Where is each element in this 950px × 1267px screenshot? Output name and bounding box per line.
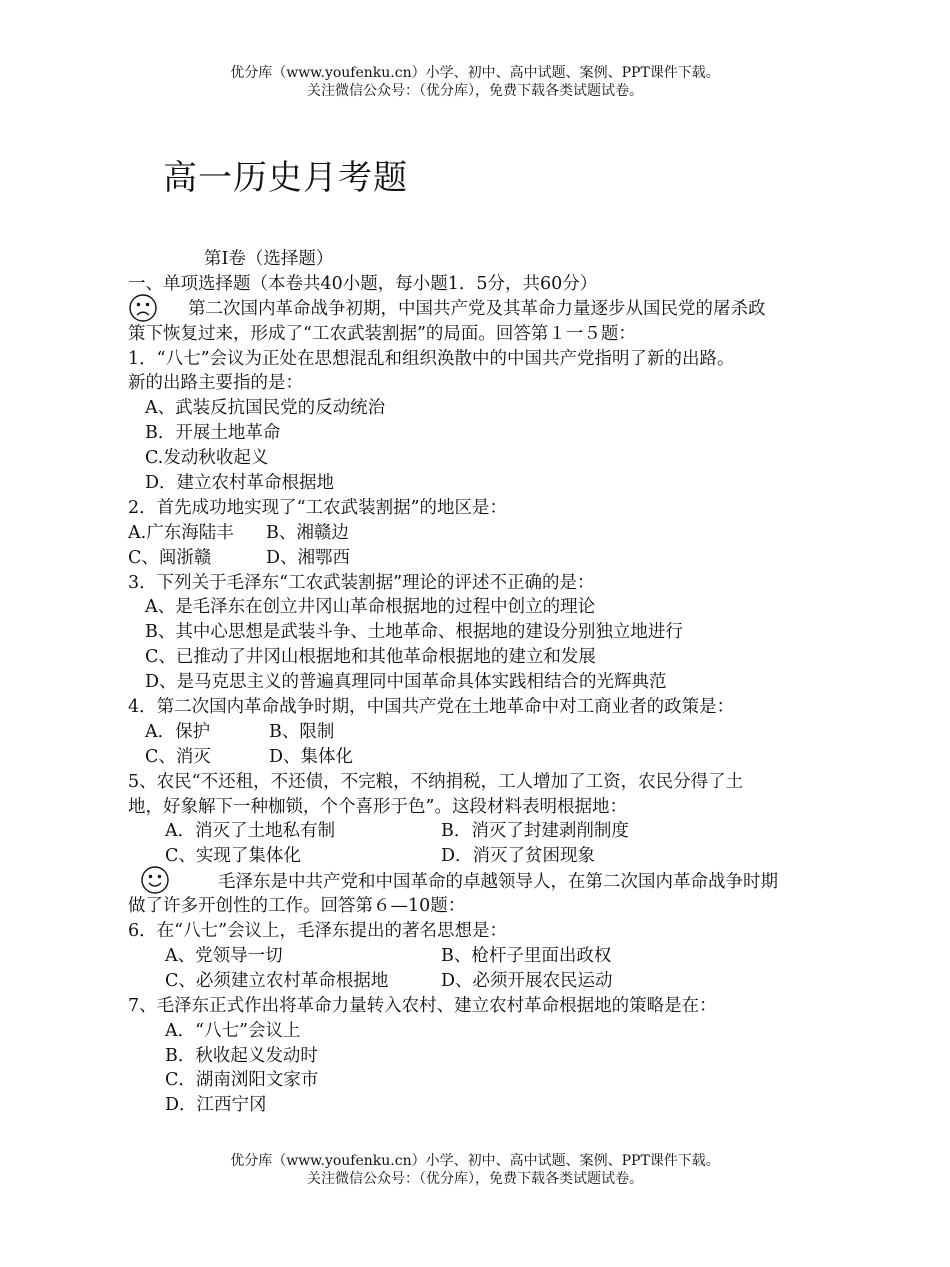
section-heading: 第Ⅰ卷（选择题） [204,249,334,269]
q3-stem: 3．下列关于毛泽东“工农武装割据”理论的评述不正确的是： [128,572,595,593]
q3-option-a: A、是毛泽东在创立井冈山革命根据地的过程中创立的理论 [145,597,596,618]
q5-stem-2: 地，好象解下一种枷锁，个个喜形于色”。这段材料表明根据地： [128,796,627,817]
q1-stem-1: 1．“八七”会议为正处在思想混乱和组织涣散中的中国共产党指明了新的出路。 [128,348,735,369]
q1-option-d: D．建立农村革命根据地 [145,473,335,494]
q6-stem: 6．在“八七”会议上，毛泽东提出的著名思想是： [128,921,508,942]
q1-option-a: A、武装反抗国民党的反动统治 [145,398,386,419]
q7-option-b: B．秋收起义发动时 [165,1045,318,1066]
q5-options-row-2 [128,844,828,869]
q1-option-c: C.发动秋收起义 [145,448,269,469]
q5-option-c: C、实现了集体化 [165,846,301,867]
q2-option-b: B、湘赣边 [266,522,349,543]
q7-option-d: D．江西宁冈 [165,1095,267,1116]
smile-face-icon [140,865,170,895]
intro-1-line-2: 策下恢复过来，形成了“工农武装割据”的局面。回答第１一５题： [128,323,636,344]
q2-options-row-2 [128,546,828,571]
page-header [0,64,950,100]
q4-options-row-1 [128,720,828,745]
exam-content [128,247,828,1118]
sad-face-icon [128,293,158,323]
q6-option-c: C、必须建立农村革命根据地 [165,970,389,991]
q4-option-c: C、消灭 [145,746,211,767]
intro-2-text-1: 毛泽东是中共产党和中国革命的卓越领导人，在第二次国内革命战争时期 [218,871,778,892]
q3-option-c: C、已推动了井冈山根据地和其他革命根据地的建立和发展 [145,647,596,668]
document-title: 高一历史月考题 [163,158,408,198]
q1-option-b: B．开展土地革命 [145,423,281,444]
page-footer [0,1152,950,1188]
q2-option-a: A.广东海陆丰 [128,522,234,543]
q3-option-b: B、其中心思想是武装斗争、土地革命、根据地的建设分别独立地进行 [145,622,683,643]
q3-option-d: D、是马克思主义的普遍真理同中国革命具体实践相结合的光辉典范 [145,672,667,693]
q5-option-a: A．消灭了土地私有制 [165,821,336,842]
q4-option-d: D、集体化 [269,746,354,767]
q4-stem: 4．第二次国内革命战争时期，中国共产党在土地革命中对工商业者的政策是： [128,697,735,718]
q5-option-d: D．消灭了贫困现象 [441,846,596,867]
q7-option-c: C．湖南浏阳文家市 [165,1070,319,1091]
part-heading: 一、单项选择题（本卷共40小题，每小题1．5分，共60分） [128,273,598,294]
q7-stem: 7、毛泽东正式作出将革命力量转入农村、建立农村革命根据地的策略是在： [128,995,717,1016]
q6-option-a: A、党领导一切 [165,945,283,966]
q7-option-a: A．“八七”会议上 [165,1020,301,1041]
header-line-2: 关注微信公众号：（优分库），免费下载各类试题试卷。 [307,83,643,99]
q5-options-row-1 [128,819,828,844]
q1-stem-2: 新的出路主要指的是： [128,373,303,394]
q2-options-row-1 [128,521,828,546]
q5-option-b: B．消灭了封建剥削制度 [441,821,629,842]
q4-option-a: A．保护 [145,721,211,742]
q2-option-c: C、闽浙赣 [128,547,212,568]
q2-stem: 2．首先成功地实现了“工农武装割据”的地区是： [128,497,508,518]
q4-options-row-2 [128,745,828,770]
q2-option-d: D、湘鄂西 [266,547,351,568]
q6-option-b: B、枪杆子里面出政权 [441,945,612,966]
intro-2-line-2: 做了许多开创性的工作。回答第６—10题： [128,896,466,917]
q6-options-row-2 [128,969,828,994]
q4-option-b: B、限制 [269,721,335,742]
intro-1-line-1 [128,297,828,322]
intro-1-text-1: 第二次国内革命战争初期，中国共产党及其革命力量逐步从国民党的屠杀政 [188,299,766,320]
footer-line-2: 关注微信公众号：（优分库），免费下载各类试题试卷。 [307,1171,643,1187]
q6-option-d: D、必须开展农民运动 [441,970,613,991]
q6-options-row-1 [128,944,828,969]
intro-2-line-1 [128,869,828,894]
footer-line-1: 优分库（www.youfenku.cn）小学、初中、高中试题、案例、PPT课件下载。 [230,1153,720,1169]
q5-stem-1: 5、农民“不还租，不还债，不完粮，不纳捐税，工人增加了工资，农民分得了土 [128,771,744,792]
header-line-1: 优分库（www.youfenku.cn）小学、初中、高中试题、案例、PPT课件下载。 [230,65,720,81]
